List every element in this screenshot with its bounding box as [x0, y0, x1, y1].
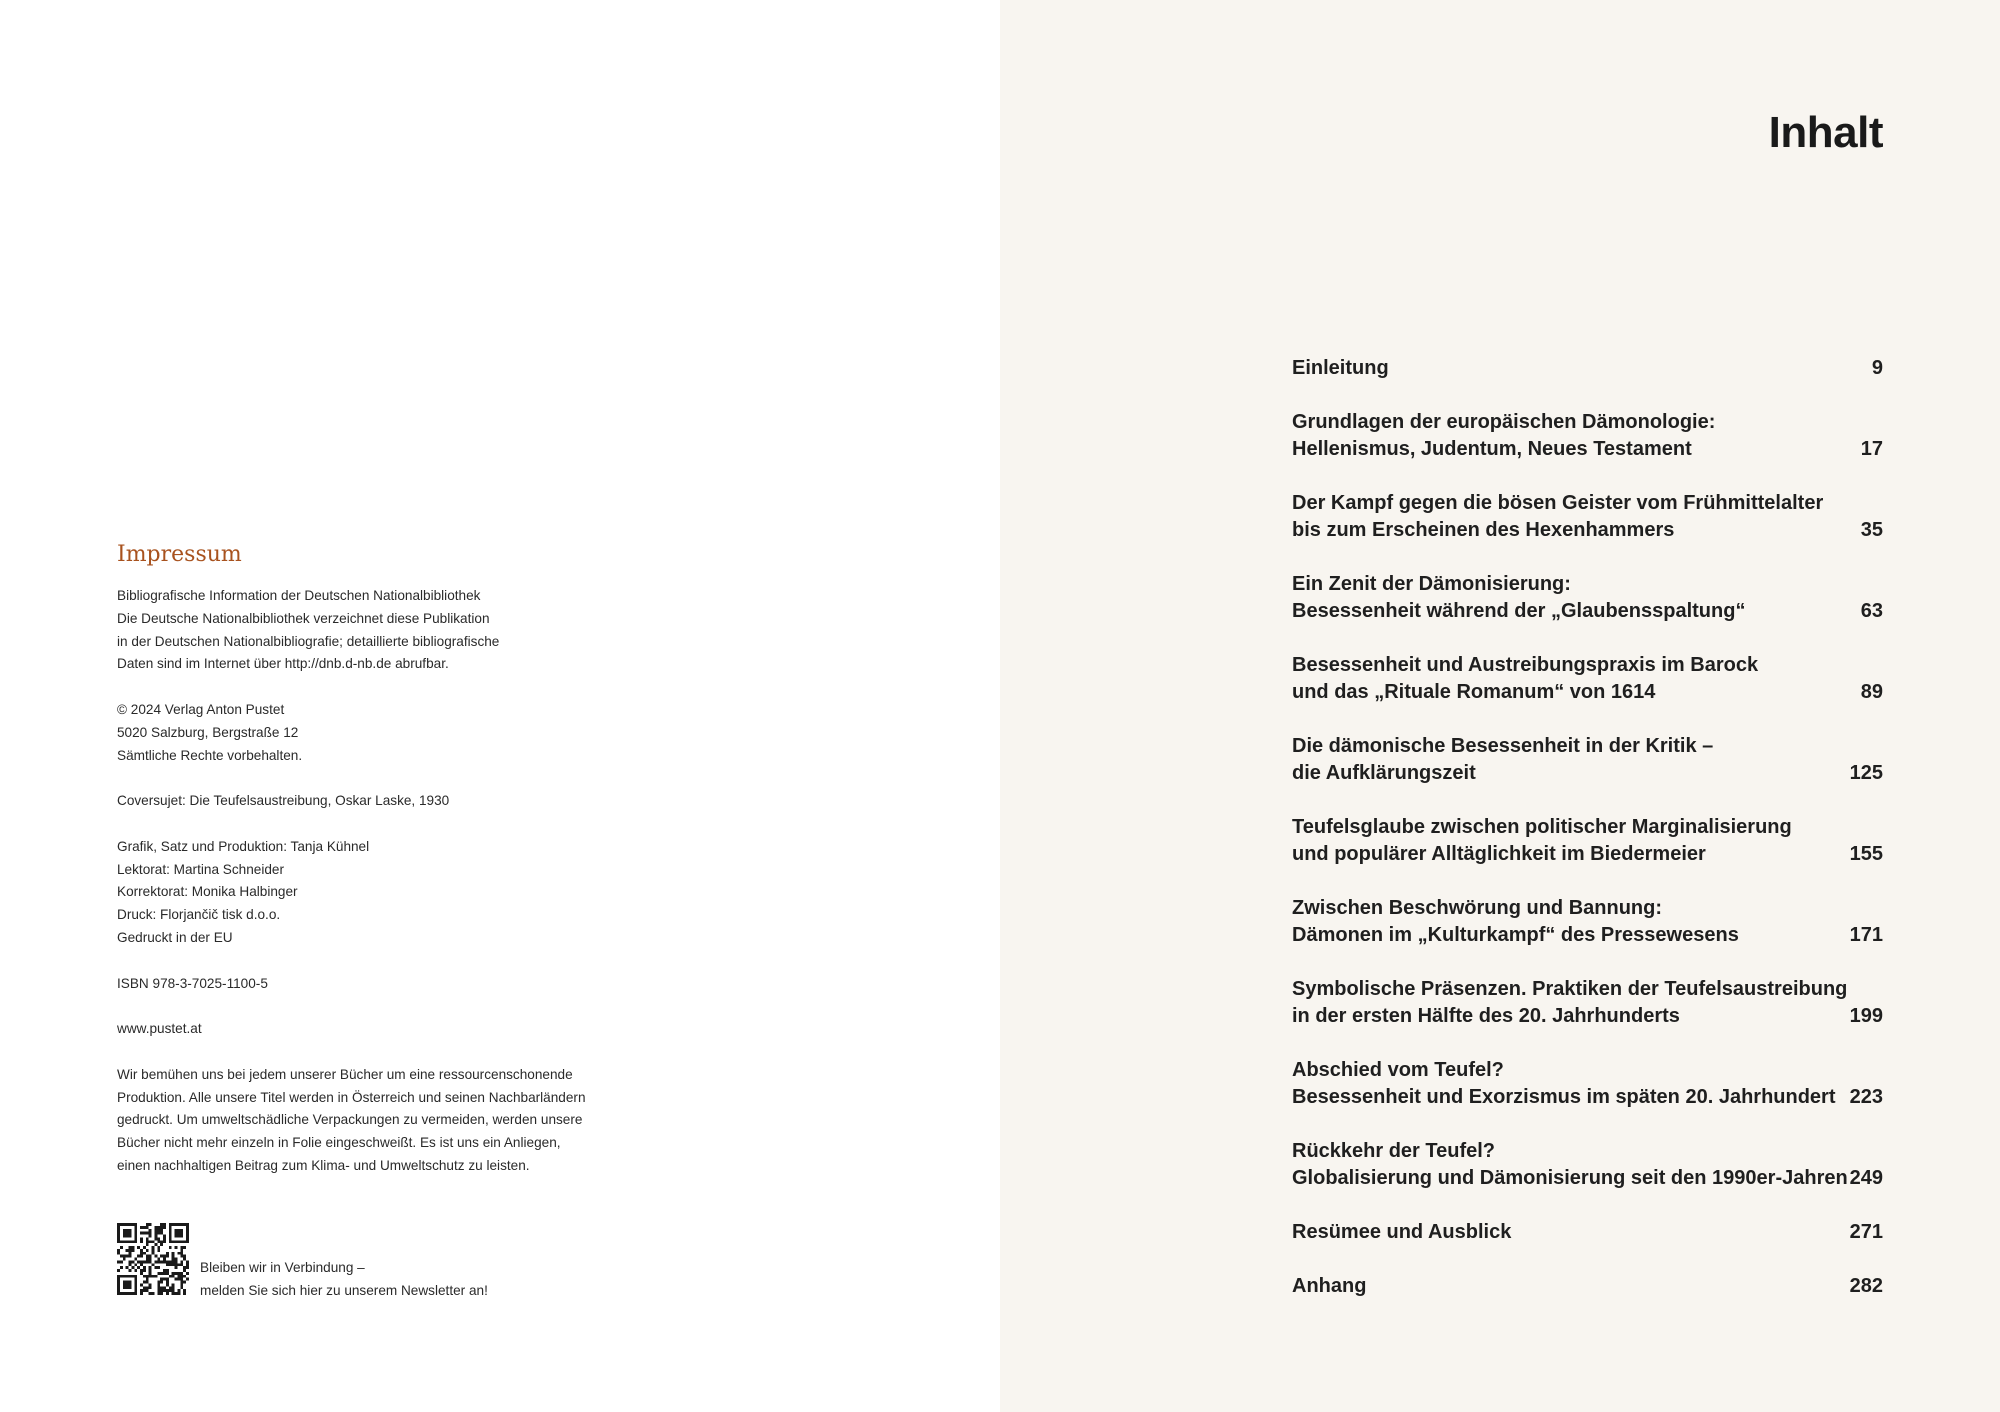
toc-entry-page: 9 — [1871, 357, 1883, 379]
toc-entry-title: Die dämonische Besessenheit in der Kritik – — [1292, 735, 1714, 757]
toc-entry-page: 282 — [1849, 1275, 1883, 1297]
toc-entry-page: 89 — [1860, 681, 1883, 703]
newsletter-text — [200, 1257, 488, 1303]
sustainability-line: Wir bemühen uns bei jedem unserer Bücher um eine ressourcenschonende — [117, 1066, 573, 1082]
toc-entry-title: Abschied vom Teufel? — [1292, 1059, 1504, 1081]
isbn: ISBN 978-3-7025-1100-5 — [117, 975, 268, 991]
toc-entry[interactable] — [1292, 1057, 1883, 1111]
toc-entry-title: Rückkehr der Teufel? — [1292, 1140, 1496, 1162]
toc-title: Inhalt — [1768, 108, 1883, 157]
production-credits — [117, 836, 637, 950]
toc-entry[interactable] — [1292, 652, 1883, 706]
biblio-line: Die Deutsche Nationalbibliothek verzeichnet diese Publikation — [117, 610, 490, 626]
toc-entry-title: Besessenheit und Austreibungspraxis im Barock — [1292, 654, 1759, 676]
toc-entry[interactable] — [1292, 1138, 1883, 1192]
toc-entry-title: Resümee und Ausblick — [1292, 1221, 1512, 1243]
toc-entry-title: und populärer Alltäglichkeit im Biedermeier — [1292, 843, 1706, 865]
toc-entry-page: 155 — [1849, 843, 1883, 865]
cover-credit: Coversujet: Die Teufelsaustreibung, Oskar Laske, 1930 — [117, 793, 450, 809]
table-of-contents — [1292, 355, 1883, 1327]
publisher-line: Sämtliche Rechte vorbehalten. — [117, 747, 303, 763]
sustainability-line: Bücher nicht mehr einzeln in Folie eingeschweißt. Es ist uns ein Anliegen, — [117, 1135, 561, 1151]
sustainability-note — [117, 1064, 637, 1178]
toc-entry-title: und das „Rituale Romanum“ von 1614 — [1292, 681, 1656, 703]
toc-entry-page: 223 — [1849, 1086, 1883, 1108]
sustainability-line: gedruckt. Um umweltschädliche Verpackungen zu vermeiden, werden unsere — [117, 1112, 583, 1128]
toc-entry[interactable] — [1292, 733, 1883, 787]
publisher-info — [117, 699, 637, 767]
toc-entry-title: Anhang — [1292, 1275, 1367, 1297]
toc-entry-title: Ein Zenit der Dämonisierung: — [1292, 573, 1571, 595]
toc-entry[interactable] — [1292, 1219, 1883, 1246]
biblio-info — [117, 585, 637, 676]
production-line: Lektorat: Martina Schneider — [117, 861, 284, 877]
toc-entry-title: Grundlagen der europäischen Dämonologie: — [1292, 411, 1716, 433]
toc-entry[interactable] — [1292, 895, 1883, 949]
toc-entry[interactable] — [1292, 409, 1883, 463]
toc-entry-page: 17 — [1860, 438, 1883, 460]
production-line: Gedruckt in der EU — [117, 929, 233, 945]
toc-entry-page: 271 — [1849, 1221, 1883, 1243]
newsletter-line: Bleiben wir in Verbindung – — [200, 1260, 365, 1275]
sustainability-line: Produktion. Alle unsere Titel werden in Österreich und seinen Nachbarländern — [117, 1089, 586, 1105]
toc-entry-page: 199 — [1849, 1005, 1883, 1027]
toc-entry-page: 35 — [1860, 519, 1883, 541]
toc-entry-title: Dämonen im „Kulturkampf“ des Pressewesens — [1292, 924, 1739, 946]
toc-entry-page: 63 — [1860, 600, 1883, 622]
website-link[interactable]: www.pustet.at — [117, 1021, 202, 1037]
publisher-line: 5020 Salzburg, Bergstraße 12 — [117, 724, 299, 740]
newsletter-line: melden Sie sich hier zu unserem Newsletter an! — [200, 1282, 488, 1298]
toc-entry[interactable] — [1292, 355, 1883, 382]
toc-entry-title: Hellenismus, Judentum, Neues Testament — [1292, 438, 1692, 460]
toc-entry-title: die Aufklärungszeit — [1292, 762, 1476, 784]
toc-entry-page: 125 — [1849, 762, 1883, 784]
biblio-line: Bibliografische Information der Deutschen Nationalbibliothek — [117, 588, 481, 603]
toc-entry[interactable] — [1292, 976, 1883, 1030]
toc-entry[interactable] — [1292, 1273, 1883, 1300]
qr-code-icon[interactable] — [117, 1223, 189, 1295]
toc-entry-page: 249 — [1849, 1167, 1883, 1189]
production-line: Druck: Florjančič tisk d.o.o. — [117, 907, 281, 923]
toc-entry-title: in der ersten Hälfte des 20. Jahrhunderts — [1292, 1005, 1680, 1027]
newsletter-block — [117, 1223, 677, 1298]
toc-entry-title: Der Kampf gegen die bösen Geister vom Frühmittelalter — [1292, 492, 1824, 514]
toc-entry-title: Teufelsglaube zwischen politischer Marginalisierung — [1292, 816, 1792, 838]
production-line: Grafik, Satz und Produktion: Tanja Kühnel — [117, 838, 370, 854]
toc-entry-title: Zwischen Beschwörung und Bannung: — [1292, 897, 1662, 919]
toc-entry-title: Besessenheit während der „Glaubensspaltung“ — [1292, 600, 1746, 622]
toc-entry-title: Globalisierung und Dämonisierung seit den 1990er-Jahren — [1292, 1167, 1848, 1189]
toc-entry-title: Besessenheit und Exorzismus im späten 20. Jahrhundert — [1292, 1086, 1836, 1108]
toc-entry-page: 171 — [1849, 924, 1883, 946]
impressum-block — [117, 542, 637, 1178]
toc-entry[interactable] — [1292, 571, 1883, 625]
toc-entry-title: Einleitung — [1292, 357, 1389, 379]
toc-entry[interactable] — [1292, 814, 1883, 868]
sustainability-line: einen nachhaltigen Beitrag zum Klima- und Umweltschutz zu leisten. — [117, 1157, 530, 1173]
impressum-heading: Impressum — [117, 542, 242, 567]
biblio-line: Daten sind im Internet über http://dnb.d-nb.de abrufbar. — [117, 656, 449, 672]
toc-entry-title: Symbolische Präsenzen. Praktiken der Teufelsaustreibung — [1292, 978, 1848, 1000]
toc-entry-title: bis zum Erscheinen des Hexenhammers — [1292, 519, 1675, 541]
toc-entry[interactable] — [1292, 490, 1883, 544]
production-line: Korrektorat: Monika Halbinger — [117, 884, 298, 900]
biblio-line: in der Deutschen Nationalbibliografie; detaillierte bibliografische — [117, 633, 500, 649]
publisher-line: © 2024 Verlag Anton Pustet — [117, 701, 285, 717]
